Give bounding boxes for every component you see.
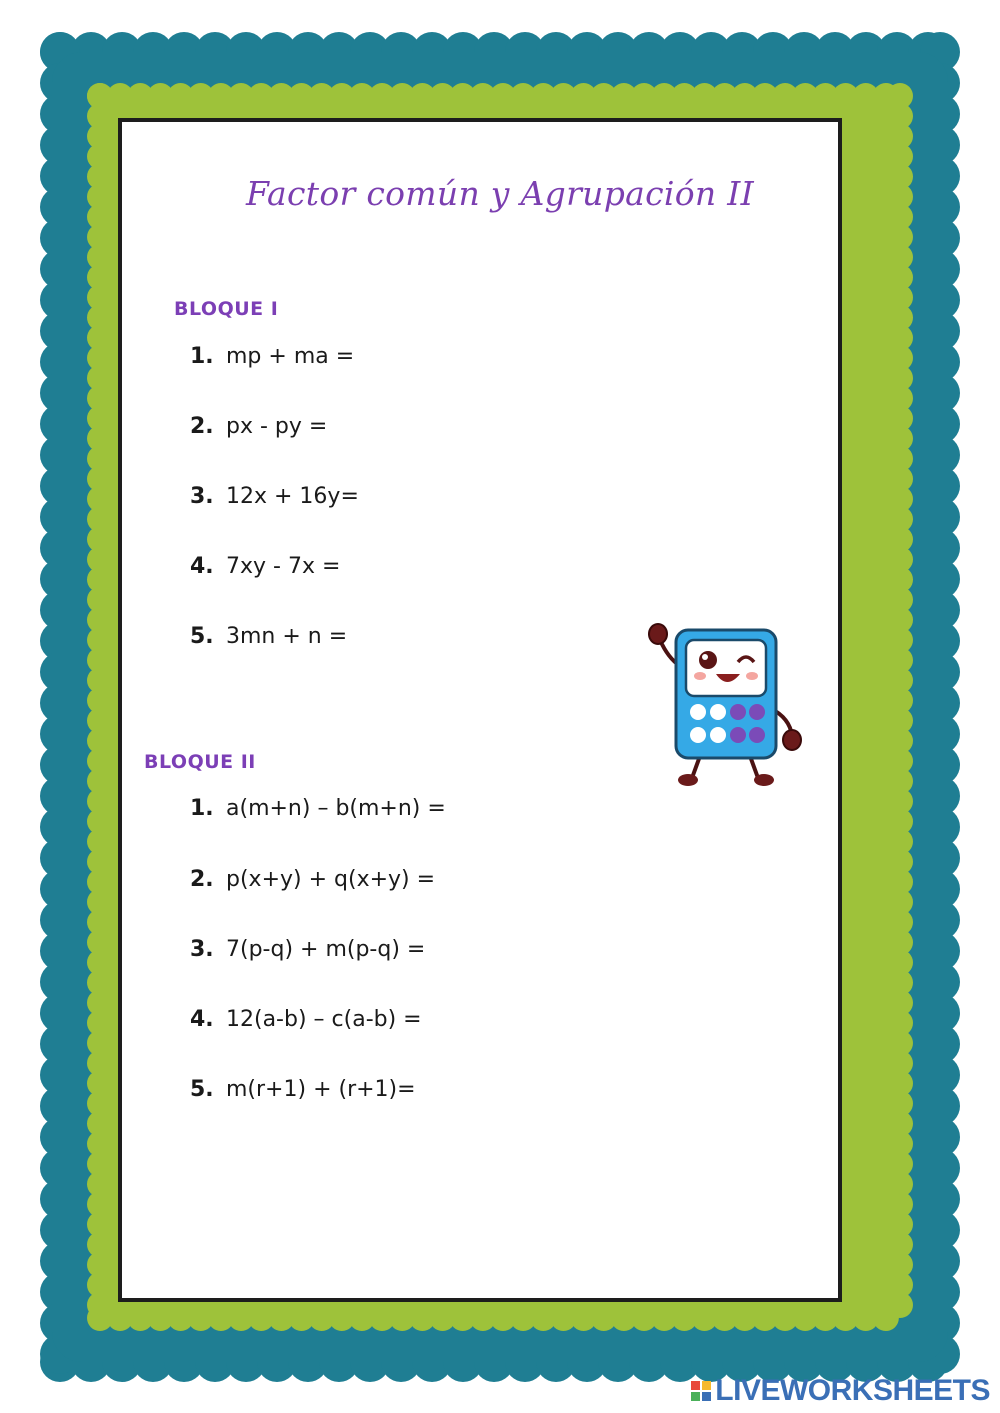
item-expression: px - py = — [226, 414, 328, 439]
block1-item-5 — [190, 624, 347, 649]
item-number: 1. — [190, 344, 214, 369]
block1-item-3 — [190, 484, 359, 509]
block1-label: BLOQUE I — [174, 298, 279, 320]
item-number: 1. — [190, 796, 214, 821]
item-expression: a(m+n) – b(m+n) = — [226, 796, 446, 821]
item-number: 3. — [190, 484, 214, 509]
item-number: 4. — [190, 554, 214, 579]
block2-item-2 — [190, 867, 435, 892]
item-expression: 7xy - 7x = — [226, 554, 341, 579]
item-number: 3. — [190, 937, 214, 962]
item-expression: 12x + 16y= — [226, 484, 359, 509]
watermark-text: LIVEWORKSHEETS — [715, 1374, 990, 1407]
liveworksheets-logo-icon — [691, 1381, 711, 1401]
block1-item-4 — [190, 554, 340, 579]
item-expression: 7(p-q) + m(p-q) = — [226, 937, 426, 962]
item-number: 2. — [190, 867, 214, 892]
liveworksheets-watermark — [691, 1374, 990, 1408]
item-expression: 12(a-b) – c(a-b) = — [226, 1007, 422, 1032]
block2-item-5 — [190, 1077, 416, 1102]
page-title: Factor común y Agrupación II — [246, 174, 754, 213]
block2-label: BLOQUE II — [144, 751, 256, 773]
block1-item-1 — [190, 344, 354, 369]
calculator-mascot-icon — [630, 618, 820, 798]
item-number: 5. — [190, 624, 214, 649]
item-number: 5. — [190, 1077, 214, 1102]
item-expression: mp + ma = — [226, 344, 355, 369]
block2-item-3 — [190, 937, 425, 962]
item-expression: p(x+y) + q(x+y) = — [226, 867, 436, 892]
block1-item-2 — [190, 414, 327, 439]
block2-item-1 — [190, 796, 446, 821]
block2-item-4 — [190, 1007, 422, 1032]
item-number: 2. — [190, 414, 214, 439]
item-expression: 3mn + n = — [226, 624, 348, 649]
item-expression: m(r+1) + (r+1)= — [226, 1077, 416, 1102]
item-number: 4. — [190, 1007, 214, 1032]
